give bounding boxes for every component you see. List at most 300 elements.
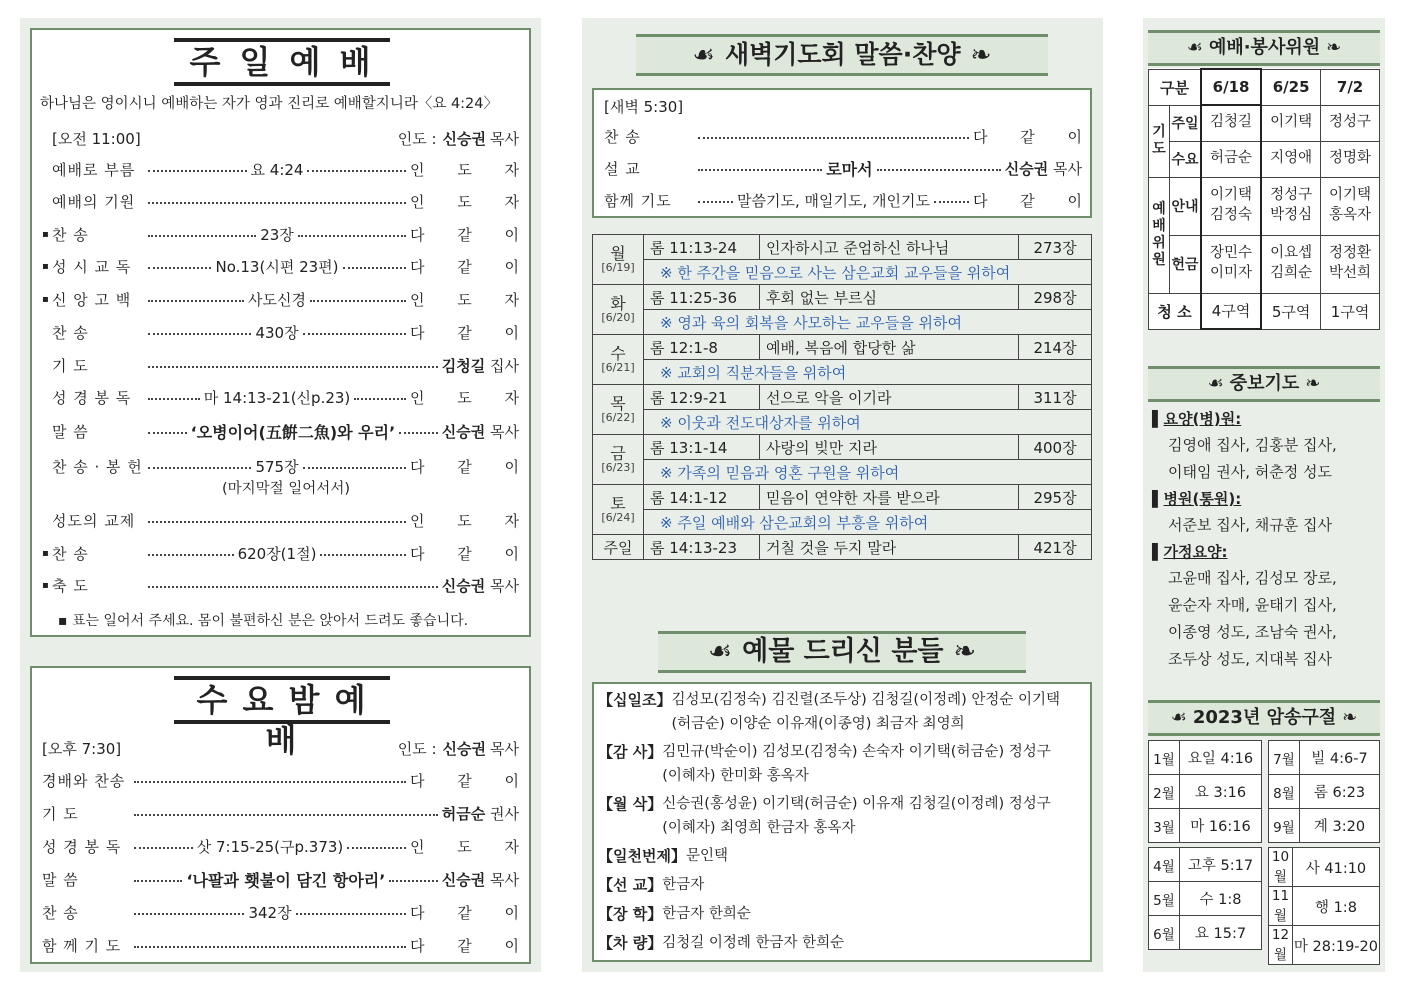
- day-date: [6/19]: [601, 261, 635, 275]
- leader-dots: [148, 202, 406, 204]
- standing-mark: ▪: [42, 228, 49, 240]
- committee-cell: [1201, 235, 1261, 293]
- sermon-theme: 인자하시고 준엄하신 하나님: [760, 235, 1019, 260]
- offering-names: [662, 740, 1051, 788]
- order-label: 함께 기도: [604, 191, 672, 210]
- dawn-prayer-row: [593, 260, 1092, 285]
- memory-row: [1269, 887, 1380, 926]
- prayer-topic: ※ 가족의 믿음과 영혼 구원을 위하여: [644, 460, 1092, 485]
- member-name: 이기택: [1210, 187, 1253, 204]
- order-detail: ‘나팔과 횃불이 담긴 항아리’: [186, 870, 386, 890]
- names-line: 김청길 이정례 한금자 한희순: [662, 935, 845, 951]
- performer-name: 허금순: [441, 804, 486, 823]
- offering-names: [662, 931, 844, 955]
- memory-month: 1월: [1149, 741, 1180, 775]
- order-detail: 342장: [248, 903, 292, 922]
- wednesday-service-box: [30, 666, 534, 964]
- committee-header-row: [1149, 69, 1380, 105]
- dawn-prayer-row: [593, 410, 1092, 435]
- order-row: [42, 252, 534, 280]
- leader-dots: [347, 847, 406, 849]
- sermon-theme: 믿음이 연약한 자를 받으라: [760, 485, 1019, 510]
- order-performer: 다 같 이: [409, 225, 533, 244]
- memory-verses-right: [1268, 740, 1380, 969]
- day-name: 수: [610, 343, 626, 363]
- order-detail: 430장: [255, 323, 299, 342]
- names-line: 김민규(박순이) 김성모(김정숙) 손숙자 이기택(허금순) 정성구: [662, 744, 1051, 760]
- day-date: [6/22]: [601, 411, 635, 425]
- intercession-names: 이태임 권사, 허춘정 성도: [1168, 463, 1332, 481]
- fleuron-right-icon: ❧: [1342, 707, 1358, 728]
- dawn-info-box: [592, 88, 1097, 218]
- memory-verse: 마 28:19-20: [1292, 926, 1379, 965]
- order-row: [42, 931, 533, 959]
- memory-row: [1269, 809, 1380, 843]
- performer-title: 목사: [485, 576, 519, 595]
- sunday-time-row: [52, 124, 519, 152]
- names-line: 한금자 한희순: [662, 906, 751, 922]
- memory-month: 12월: [1269, 926, 1293, 965]
- offering-category: 【장 학】: [598, 905, 663, 923]
- fleuron-right-icon: ❧: [953, 636, 977, 667]
- order-label: 찬 송: [42, 903, 79, 922]
- leader-dots: [134, 781, 406, 783]
- dawn-day-row: [593, 335, 1092, 360]
- scripture-ref: 롬 11:25-36: [644, 285, 760, 310]
- fleuron-right-icon: ❧: [1305, 373, 1321, 394]
- intercession-heading: [1152, 406, 1378, 432]
- memory-row: [1149, 882, 1262, 916]
- header-date: 6/18: [1201, 69, 1261, 105]
- leader-dots: [298, 235, 406, 237]
- committee-cell: [1201, 105, 1261, 141]
- performer-name: 신승권: [441, 576, 486, 595]
- member-name: 김정숙: [1210, 207, 1253, 223]
- order-label: 성 시 교 독: [52, 257, 132, 276]
- dawn-sunday-row: [593, 535, 1092, 560]
- performer-name: 신승권: [1004, 159, 1049, 178]
- leader-dots: [148, 333, 251, 335]
- fleuron-left-icon: ☙: [707, 636, 733, 667]
- offering-names: [671, 688, 1060, 736]
- scripture-ref: 롬 14:1-12: [644, 485, 760, 510]
- day-name: 토: [610, 493, 626, 513]
- order-label: 찬 송 · 봉 헌: [52, 457, 143, 476]
- leader-dots: [310, 300, 406, 302]
- leader-dots: [303, 333, 406, 335]
- order-row: [42, 318, 534, 346]
- order-row: [42, 417, 519, 445]
- heading-bar-icon: ▌: [1152, 543, 1164, 561]
- performer-title: 목사: [485, 422, 519, 441]
- offering-category: 【월 삭】: [598, 795, 663, 813]
- dawn-day-row: [593, 485, 1092, 510]
- offering-category: 【차 량】: [598, 934, 663, 952]
- order-performer: 인 도 자: [410, 388, 534, 407]
- member-name: 정성구: [1270, 187, 1313, 204]
- prayer-topic: ※ 영과 육의 회복을 사모하는 교우들을 위하여: [644, 310, 1092, 335]
- sunday-order-list: [32, 155, 534, 595]
- memory-verse: 빌 4:6-7: [1300, 741, 1380, 775]
- order-label: 찬 송: [604, 127, 641, 146]
- committee-cell: [1261, 105, 1321, 141]
- memory-verse: 행 1:8: [1292, 887, 1379, 926]
- order-row: [604, 122, 1096, 150]
- order-row: [42, 351, 519, 379]
- leader-dots: [134, 814, 438, 816]
- dawn-time: [새벽 5:30]: [604, 98, 684, 116]
- memory-verse: 고후 5:17: [1180, 848, 1262, 882]
- memory-row: [1149, 848, 1262, 882]
- sermon-theme: 거칠 것을 두지 말라: [760, 535, 1019, 560]
- cleaning-row: [1149, 293, 1380, 329]
- order-detail: 요 4:24: [250, 160, 304, 179]
- names-line: 문인택: [685, 848, 728, 864]
- dawn-day-row: [593, 385, 1092, 410]
- memory-month: 4월: [1149, 848, 1180, 882]
- dawn-day-row: [593, 435, 1092, 460]
- memory-verse: 마 16:16: [1180, 809, 1262, 843]
- leader-dots: [148, 586, 438, 588]
- member-name: 이요셉: [1270, 245, 1313, 262]
- memory-table: [1148, 847, 1262, 950]
- leader-dots: [698, 137, 969, 139]
- leader-dots: [303, 467, 406, 469]
- day-cell: [593, 485, 644, 535]
- names-line: (이혜자) 최영희 한금자 홍옥자: [662, 820, 856, 836]
- order-performer: 다 같 이: [409, 771, 533, 790]
- scripture-ref: 롬 12:9-21: [644, 385, 760, 410]
- memory-month: 9월: [1269, 809, 1300, 843]
- sermon-theme: 선으로 악을 이기라: [760, 385, 1019, 410]
- member-name: 이미자: [1210, 265, 1253, 281]
- order-detail: 575장: [255, 457, 299, 476]
- memory-verse: 사 41:10: [1292, 848, 1379, 887]
- group-label: 기도: [1149, 105, 1170, 177]
- committee-cell: [1201, 177, 1261, 235]
- sub-label: 헌금: [1170, 235, 1202, 293]
- committee-cell: [1261, 235, 1321, 293]
- order-label: 기 도: [52, 356, 89, 375]
- standing-mark: ▪: [42, 293, 49, 305]
- leader-dots: [134, 880, 182, 882]
- day-cell: [593, 285, 644, 335]
- cleaning-cell: 1구역: [1321, 293, 1380, 329]
- order-performer: 인 도 자: [409, 511, 533, 530]
- committee-row: [1149, 105, 1380, 141]
- day-name: 금: [610, 443, 626, 463]
- leader-dots: [698, 201, 733, 203]
- memory-row: [1269, 848, 1380, 887]
- sermon-theme: 사랑의 빚만 지라: [760, 435, 1019, 460]
- committee-cell: [1261, 177, 1321, 235]
- committee-title: ☙ 예배·봉사위원 ❧: [1148, 30, 1380, 66]
- day-date: [6/23]: [601, 461, 635, 475]
- order-performer: 인 도 자: [410, 290, 534, 309]
- committee-table: [1148, 68, 1380, 330]
- hymn-number: 400장: [1019, 435, 1092, 460]
- order-row: [42, 187, 533, 215]
- order-label: 성 경 봉 독: [42, 837, 122, 856]
- order-label: 경배와 찬송: [42, 771, 126, 790]
- performer-name: 김청길: [441, 356, 486, 375]
- memory-month: 2월: [1149, 775, 1180, 809]
- committee-cell: [1321, 105, 1380, 141]
- committee-cell: [1321, 235, 1380, 293]
- fleuron-right-icon: ❧: [1326, 37, 1342, 58]
- intercession-names: 윤순자 자매, 윤태기 집사,: [1168, 596, 1337, 614]
- member-name: 정성구: [1329, 114, 1372, 131]
- sunday-verse: 하나님은 영이시니 예배하는 자가 영과 진리로 예배할지니라〈요 4:24〉: [40, 96, 499, 112]
- member-name: 정정환: [1329, 245, 1372, 262]
- order-performer: 인 도 자: [409, 192, 533, 211]
- day-cell: [593, 385, 644, 435]
- order-performer: 인 도 자: [410, 837, 534, 856]
- wednesday-leader-name: 신승권: [442, 739, 487, 758]
- offering-names: [686, 844, 728, 868]
- order-row: [42, 452, 534, 480]
- memory-row: [1269, 775, 1380, 809]
- memory-month: 7월: [1269, 741, 1300, 775]
- hymn-number: 298장: [1019, 285, 1092, 310]
- order-performer: [442, 803, 519, 824]
- names-line: 한금자: [662, 877, 705, 893]
- sunday-service-box: [30, 28, 534, 637]
- order-row: [42, 539, 533, 567]
- performer-name: 신승권: [441, 422, 486, 441]
- order-label: 찬 송: [52, 323, 89, 342]
- heading-text: 가정요양:: [1163, 543, 1228, 561]
- memory-verse: 롬 6:23: [1300, 775, 1380, 809]
- prayer-topic: ※ 이웃과 전도대상자를 위하여: [644, 410, 1092, 435]
- offering-category: 【선 교】: [598, 876, 663, 894]
- order-detail: 23장: [260, 225, 294, 244]
- order-row: [42, 155, 533, 183]
- wednesday-time: [오후 7:30]: [42, 739, 122, 758]
- offering-names: [662, 873, 704, 897]
- intercession-title: ☙ 중보기도 ❧: [1148, 366, 1380, 402]
- committee-row: [1149, 235, 1380, 293]
- order-label: 기 도: [42, 804, 79, 823]
- sunday-note: ▪ 표는 일어서 주세요. 몸이 불편하신 분은 앉아서 드려도 좋습니다.: [58, 613, 469, 629]
- sunday-leader-label: 인도 :: [397, 129, 437, 148]
- memory-row: [1149, 809, 1262, 843]
- heading-text: 요양(병)원:: [1163, 410, 1242, 428]
- scripture-ref: 롬 11:13-24: [644, 235, 760, 260]
- order-performer: 다 같 이: [410, 457, 534, 476]
- day-cell: [593, 335, 644, 385]
- scripture-ref: 롬 12:1-8: [644, 335, 760, 360]
- leader-dots: [148, 235, 256, 237]
- member-name: 이기택: [1329, 187, 1372, 204]
- intercession-names: 고윤매 집사, 김성모 장로,: [1168, 569, 1337, 587]
- order-performer: [442, 355, 519, 376]
- memory-verse: 수 1:8: [1180, 882, 1262, 916]
- heading-bar-icon: ▌: [1152, 490, 1164, 508]
- offering-row: [598, 792, 1086, 840]
- offering-category: 【감 사】: [598, 743, 663, 761]
- fleuron-left-icon: ☙: [1186, 37, 1203, 58]
- order-label: 함 께 기 도: [42, 936, 122, 955]
- leader-dots: [148, 398, 200, 400]
- order-row: [42, 285, 534, 313]
- leader-dots: [148, 366, 438, 368]
- order-performer: [442, 575, 519, 596]
- member-name: 김청길: [1210, 114, 1253, 131]
- hymn-number: 295장: [1019, 485, 1092, 510]
- memory-table: [1148, 740, 1262, 843]
- names-line: 김성모(김정숙) 김진렬(조두상) 김청길(이정례) 안정순 이기택: [671, 692, 1061, 708]
- leader-dots: [134, 946, 406, 948]
- leader-dots: [399, 432, 438, 434]
- sunday-title: 주 일 예 배: [174, 38, 390, 86]
- memory-verse: 요일 4:16: [1180, 741, 1262, 775]
- committee-cell: [1201, 141, 1261, 177]
- order-performer: 다 같 이: [410, 323, 534, 342]
- leader-dots: [877, 169, 1001, 171]
- dawn-prayer-row: [593, 310, 1092, 335]
- leader-dots: [134, 847, 193, 849]
- order-label: 예배로 부름: [52, 160, 136, 179]
- committee-cell: [1321, 141, 1380, 177]
- leader-dots: [343, 267, 406, 269]
- offering-row: [598, 740, 1086, 788]
- leader-dots: [698, 169, 822, 171]
- fleuron-right-icon: ❧: [970, 40, 992, 69]
- offering-names: [662, 792, 1051, 840]
- memory-month: 3월: [1149, 809, 1180, 843]
- memory-month: 5월: [1149, 882, 1180, 916]
- wednesday-order-list: [32, 766, 534, 956]
- memory-row: [1269, 741, 1380, 775]
- order-row: [42, 383, 534, 411]
- order-detail: 마 14:13-21(신p.23): [203, 388, 351, 407]
- member-name: 정명화: [1329, 150, 1372, 167]
- dawn-order-list: [594, 122, 1097, 218]
- leader-dots: [320, 554, 406, 556]
- order-label: 말 씀: [42, 870, 79, 889]
- names-line: (이혜자) 한미화 홍옥자: [662, 768, 809, 784]
- hymn-number: 273장: [1019, 235, 1092, 260]
- memory-row: [1149, 916, 1262, 950]
- memory-table: [1268, 740, 1380, 843]
- offerings-title: ☙ 예물 드리신 분들 ❧: [658, 631, 1026, 673]
- heading-text: 병원(통원):: [1163, 490, 1242, 508]
- performer-name: 신승권: [441, 870, 486, 889]
- offering-category: 【십일조】: [598, 691, 672, 709]
- memory-verse: 요 3:16: [1180, 775, 1262, 809]
- memory-row: [1149, 775, 1262, 809]
- dawn-schedule-table: [592, 234, 1092, 560]
- order-detail: 로마서: [826, 159, 873, 179]
- performer-title: 목사: [485, 870, 519, 889]
- leader-dots: [134, 913, 244, 915]
- wednesday-title: 수 요 밤 예 배: [174, 676, 390, 724]
- wednesday-leader-label: 인도 :: [397, 739, 437, 758]
- order-performer: [442, 869, 519, 890]
- memory-title: ☙ 2023년 암송구절 ❧: [1148, 700, 1380, 736]
- prayer-topic: ※ 한 주간을 믿음으로 사는 삼은교회 교우들을 위하여: [644, 260, 1092, 285]
- header-cell: 구분: [1149, 69, 1202, 105]
- offerings-list: [598, 688, 1086, 960]
- offerings-box: [592, 682, 1092, 962]
- fleuron-left-icon: ☙: [1207, 373, 1224, 394]
- hymn-number: 421장: [1019, 535, 1092, 560]
- sunday-leader-title: 목사: [490, 129, 519, 148]
- memory-table: [1268, 847, 1380, 965]
- order-label: 축 도: [52, 576, 89, 595]
- member-name: 허금순: [1210, 150, 1253, 167]
- order-performer: 인 도 자: [409, 160, 533, 179]
- order-performer: 다 같 이: [410, 903, 534, 922]
- performer-title: 권사: [485, 804, 519, 823]
- fleuron-left-icon: ☙: [692, 40, 715, 69]
- prayer-topic: ※ 교회의 직분자들을 위하여: [644, 360, 1092, 385]
- names-line: 신승권(홍성윤) 이기택(허금순) 이유재 김청길(이정례) 정성구: [662, 796, 1051, 812]
- day-cell: [593, 435, 644, 485]
- offering-subnote: (마지막절 일어서서): [222, 481, 350, 497]
- header-date: 7/2: [1321, 69, 1380, 105]
- group-label: 예배위원: [1149, 177, 1170, 293]
- scripture-ref: 롬 14:13-23: [644, 535, 760, 560]
- sub-label: 수요: [1170, 141, 1202, 177]
- leader-dots: [148, 554, 234, 556]
- intercession-heading: [1152, 539, 1378, 565]
- intercession-names: 서준보 집사, 채규훈 집사: [1168, 516, 1332, 534]
- order-detail: 말씀기도, 매일기도, 개인기도: [737, 191, 930, 210]
- standing-mark: ▪: [42, 547, 49, 559]
- fleuron-left-icon: ☙: [1170, 707, 1187, 728]
- cleaning-label: 청 소: [1149, 293, 1202, 329]
- leader-dots: [148, 467, 251, 469]
- sermon-theme: 예배, 복음에 합당한 삶: [760, 335, 1019, 360]
- offering-row: [598, 688, 1086, 736]
- leader-dots: [354, 398, 406, 400]
- sunday-time: [오전 11:00]: [52, 129, 141, 148]
- prayer-topic: ※ 주일 예배와 삼은교회의 부흥을 위하여: [644, 510, 1092, 535]
- performer-title: 집사: [485, 356, 519, 375]
- sermon-theme: 후회 없는 부르심: [760, 285, 1019, 310]
- day-date: [6/21]: [601, 361, 635, 375]
- dawn-day-row: [593, 235, 1092, 260]
- names-line: (허금순) 이양순 이유재(이종영) 최금자 최영희: [671, 716, 965, 732]
- order-label: 예배의 기원: [52, 192, 136, 211]
- offering-row: [598, 873, 1086, 897]
- day-name: 월: [610, 243, 626, 263]
- order-detail: 620장(1절): [237, 544, 317, 563]
- intercession-names: 김영애 집사, 김홍분 집사,: [1168, 436, 1337, 454]
- order-detail: No.13(시편 23편): [215, 257, 339, 276]
- leader-dots: [148, 521, 406, 523]
- memory-month: 10월: [1269, 848, 1293, 887]
- cleaning-cell: 4구역: [1201, 293, 1261, 329]
- order-row: [42, 220, 533, 248]
- leader-dots: [307, 170, 406, 172]
- order-performer: [442, 421, 519, 442]
- order-row: [42, 832, 534, 860]
- committee-cell: [1261, 141, 1321, 177]
- member-name: 박정심: [1270, 207, 1313, 223]
- leader-dots: [296, 913, 406, 915]
- heading-bar-icon: ▌: [1152, 410, 1164, 428]
- order-label: 말 씀: [52, 422, 89, 441]
- member-name: 장민수: [1210, 245, 1253, 262]
- order-performer: 다 같 이: [972, 127, 1096, 146]
- leader-dots: [148, 300, 244, 302]
- memory-month: 11월: [1269, 887, 1293, 926]
- order-row: [42, 799, 519, 827]
- sunday-leader-name: 신승권: [442, 129, 487, 148]
